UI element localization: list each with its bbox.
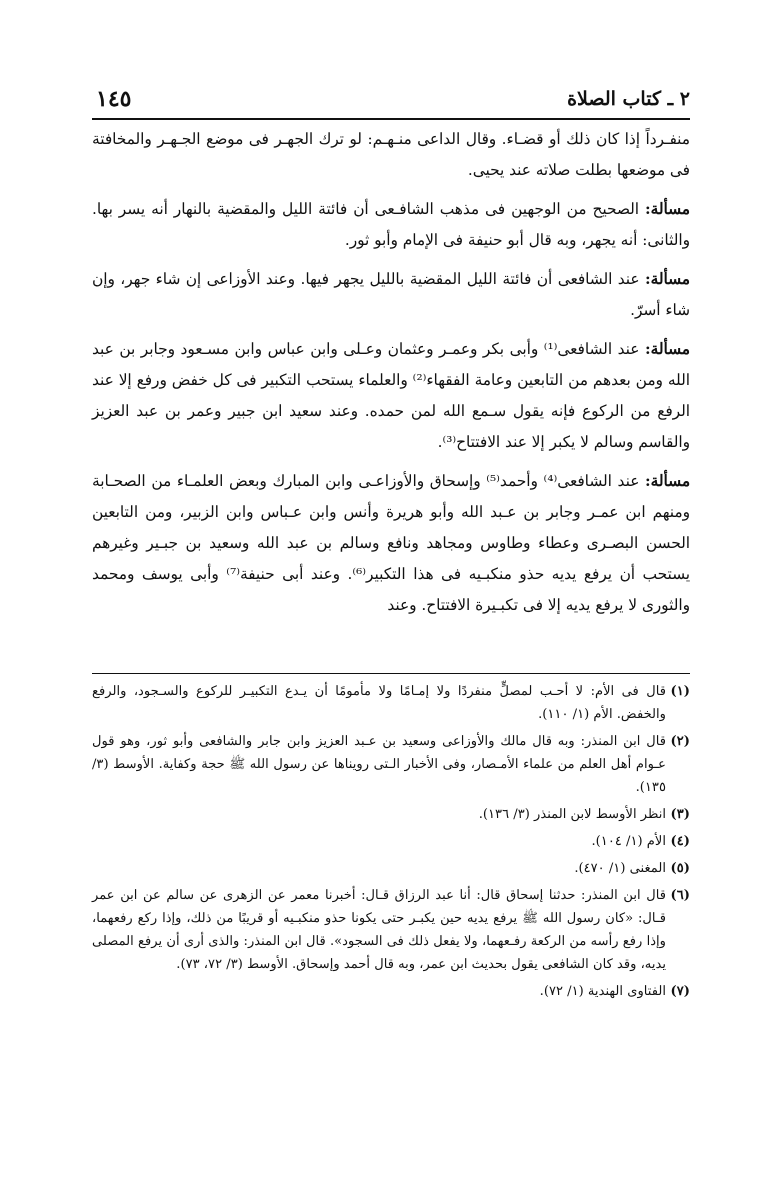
footnote-divider: [92, 673, 690, 674]
footnote-number: (٥): [670, 861, 690, 876]
paragraph: [92, 264, 690, 326]
footnote-number: (٤): [670, 834, 690, 849]
paragraph: [92, 334, 690, 458]
footnote-number: (٣): [670, 807, 690, 822]
paragraph-text: عند الشافعى أن فائتة الليل المقضية بالليل يجهر فيها. وعند الأوزاعى إن شاء جهر، وإن شاء أسرّ.: [92, 270, 690, 319]
footnote-text: المغنى (١/ ٤٧٠).: [574, 861, 666, 876]
paragraph-text: عند الشافعى⁽¹⁾ وأبى بكر وعمـر وعثمان وعـلى وابن عباس وابن مسـعود وجابر بن عبد الله ومن بعدهم من التابعين وعامة الفقهاء⁽²⁾ والعلماء يستحب التكبير فى كل خفض ورفع إلا عند الرفع من الركوع فإنه يقول سـمع الله لمن حمده. وعند سعيد ابن جبير وعمر بن عبد العزيز والقاسم وسالم لا يكبر إلا عند الافتتاح⁽³⁾.: [92, 340, 691, 451]
footnote-text: الأم (١/ ١٠٤).: [591, 834, 666, 849]
paragraph: [92, 124, 690, 186]
paragraph-label: مسألة:: [644, 270, 690, 288]
footnote: [92, 980, 690, 1003]
footnote-text: الفتاوى الهندية (١/ ٧٢).: [539, 984, 666, 999]
paragraph: [92, 466, 690, 621]
page-header: [92, 84, 690, 120]
footnote-number: (٦): [670, 888, 690, 903]
main-text: [92, 124, 690, 629]
footnote: [92, 884, 690, 976]
footnote-text: قال ابن المنذر: حدثنا إسحاق قال: أنا عبد الرزاق قـال: أخبرنا معمر عن الزهرى عن سالم عن ابن عمر قـال: «كان رسول الله ﷺ يرفع يديه حين يكبـر حتى يكونا حذو منكبـيه أو قريبًا من ذلك، وإذا ركع رفعهما، وإذا رفع رأسه من الركعة رفـعهما، ولا يفعل ذلك فى السجود». قال ابن المنذر: والذى أرى أن يرفع المصلى يديه، وقد كان الشافعى يقول بحديث ابن عمر، وبه قال أحمد وإسحاق. الأوسط (٣/ ٧٢، ٧٣).: [92, 888, 666, 972]
paragraph-text: عند الشافعى⁽⁴⁾ وأحمد⁽⁵⁾ وإسحاق والأوزاعـى وابن المبارك وبعض العلمـاء من الصحـابة ومنهم ابن عمـر وجابر بن عـبد الله وأبو هريرة وأنس وابن عـباس وابن الزبير، ومن التابعين الحسن البصـرى وعطاء وطاوس ومجاهد ونافع وسالم بن عبد الله وسعيد بن جبـير وغيرهم يستحب أن يرفع يديه حذو منكبـيه فى هذا التكبير⁽⁶⁾. وعند أبى حنيفة⁽⁷⁾ وأبى يوسف ومحمد والثورى لا يرفع يديه إلا فى تكبـيرة الافتتاح. وعند: [92, 472, 690, 614]
footnote-text: انظر الأوسط لابن المنذر (٣/ ١٣٦).: [478, 807, 666, 822]
chapter-title: ٢ ـ كتاب الصلاة: [567, 88, 690, 110]
footnotes: [92, 673, 690, 1007]
footnote: [92, 830, 690, 853]
footnote-text: قال فى الأم: لا أحـب لمصلٍّ منفردًا ولا إمـامًا ولا مأمومًا أن يـدع التكبيـر للركوع والسـجود، والرفع والخفض. الأم (١/ ١١٠).: [92, 684, 666, 722]
footnote: [92, 730, 690, 799]
footnote: [92, 680, 690, 726]
footnote-number: (٢): [670, 734, 690, 749]
footnote: [92, 803, 690, 826]
footnote: [92, 857, 690, 880]
paragraph-label: مسألة:: [644, 200, 690, 218]
paragraph-label: مسألة:: [644, 340, 690, 358]
footnote-text: قال ابن المنذر: وبه قال مالك والأوزاعى وسعيد بن عـبد العزيز وابن جابر والشافعى وأبو ثور، وهو قول عـوام أهل العلم من علماء الأمـصار، وفى الأخبار الـتى رويناها عن رسول الله ﷺ حجة وكفاية. الأوسط (٣/ ١٣٥).: [92, 734, 666, 795]
footnote-number: (١): [670, 684, 690, 699]
paragraph-label: مسألة:: [645, 472, 691, 490]
page-number: ١٤٥: [96, 86, 132, 112]
paragraph-text: الصحيح من الوجهين فى مذهب الشافـعى أن فائتة الليل والمقضية بالنهار أنه يسر بها. والثانى: أنه يجهر، وبه قال أبو حنيفة فى الإمام وأبو ثور.: [92, 200, 690, 249]
paragraph-text: منفـرداً إذا كان ذلك أو قضـاء. وقال الداعى منـهـم: لو ترك الجهـر فى موضع الجـهـر والمخافتة فى موضعها بطلت صلاته عند يحيى.: [92, 130, 690, 179]
paragraph: [92, 194, 690, 256]
footnote-number: (٧): [670, 984, 690, 999]
